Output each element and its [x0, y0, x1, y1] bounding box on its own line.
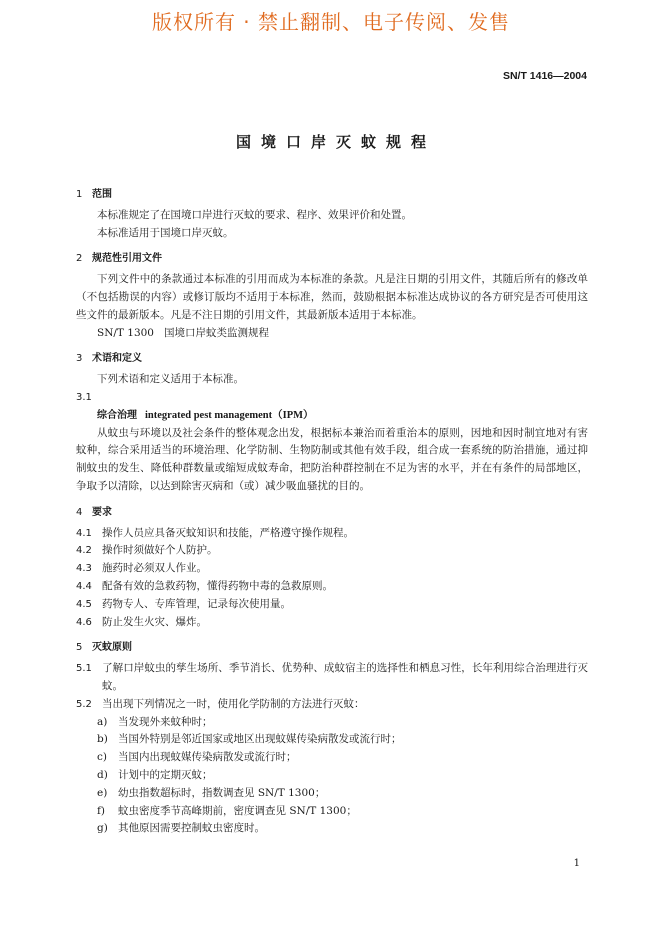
paragraph: 本标准规定了在国境口岸进行灭蚊的要求、程序、效果评价和处置。	[97, 208, 412, 221]
clause-text: 当出现下列情况之一时，使用化学防制的方法进行灭蚊：	[102, 697, 365, 710]
clause-number: 4.2	[76, 545, 92, 557]
clause-item	[76, 542, 588, 560]
clause-text: 施药时必须双人作业。	[102, 562, 207, 575]
section-heading	[76, 186, 588, 204]
paragraph: 下列术语和定义适用于本标准。	[97, 373, 244, 386]
list-label: a)	[97, 715, 108, 728]
clause-item	[76, 596, 588, 614]
section-number: 1	[76, 189, 83, 200]
standard-number: SN/T 1416—2004	[502, 70, 587, 82]
section-title: 灭蚊原则	[92, 642, 132, 654]
subclause-number: 3.1	[76, 391, 92, 403]
list-label: g)	[97, 822, 108, 835]
clause-text: 操作时须做好个人防护。	[102, 544, 218, 557]
reference-title: 国境口岸蚊类监测规程	[163, 326, 269, 339]
list-item	[76, 749, 588, 767]
clause-number: 5.1	[76, 663, 92, 675]
paragraph: 下列文件中的条款通过本标准的引用而成为本标准的条款。凡是注日期的引用文件，其随后所有的修改单（不包括勘误的内容）或修订版均不适用于本标准，然而，鼓励根据本标准达成协议的各方研究是否可使用这些文件的最新版本。凡是不注日期的引用文件，其最新版本适用于本标准。	[76, 273, 588, 321]
term-english: integrated pest management（IPM）	[145, 409, 314, 421]
paragraph: 本标准适用于国境口岸灭蚊。	[97, 226, 234, 239]
clause-number: 5.2	[76, 698, 92, 710]
normative-reference	[76, 325, 588, 343]
list-item	[76, 820, 588, 838]
term-definition: 从蚊虫与环境以及社会条件的整体观念出发，根据标本兼治而着重治本的原则，因地和因时制宜地对有害蚊种，综合采用适当的环境治理、化学防制、生物防制或其他有效手段，组合成一套系统的防治措施，通过抑制蚊虫的发生、降低种群数量或缩短成蚊寿命，把防治种群控制在不足为害的水平，并在有条件的局部地区，争取予以清除，以达到除害灭病和（或）减少吸血骚扰的目的。	[76, 426, 588, 492]
list-text: 当国外特别是邻近国家或地区出现蚊媒传染病散发或流行时；	[118, 733, 402, 746]
copyright-banner: 版权所有 · 禁止翻制、电子传阅、发售	[151, 10, 511, 34]
clause-item	[76, 525, 588, 543]
clause-text: 配备有效的急救药物，懂得药物中毒的急救原则。	[102, 579, 333, 592]
clause-number: 4.6	[76, 616, 92, 628]
clause-text: 操作人员应具备灭蚊知识和技能，严格遵守操作规程。	[102, 526, 354, 539]
document-body	[76, 178, 588, 838]
section-number: 5	[76, 642, 83, 654]
list-text: 其他原因需要控制蚊虫密度时。	[118, 822, 265, 835]
section-title: 范围	[92, 189, 112, 200]
clause-text: 防止发生火灾、爆炸。	[102, 615, 207, 628]
list-item	[76, 714, 588, 732]
section-heading	[76, 504, 588, 522]
list-text: 计划中的定期灭蚊；	[118, 768, 213, 781]
page-number: 1	[573, 858, 580, 869]
list-item	[76, 803, 588, 821]
clause-text: 了解口岸蚊虫的孳生场所、季节消长、优势种、成蚊宿主的选择性和栖息习性，长年利用综合治理进行灭蚊。	[102, 662, 588, 692]
clause-number: 4.3	[76, 563, 92, 575]
clause-item	[76, 614, 588, 632]
list-text: 当发现外来蚊种时；	[118, 715, 213, 728]
section-title: 术语和定义	[92, 353, 142, 365]
term-chinese: 综合治理	[97, 409, 137, 421]
section-heading	[76, 639, 588, 657]
list-text: 幼虫指数超标时，指数调查见 SN/T 1300；	[118, 786, 326, 799]
page-title: 国境口岸灭蚊规程	[235, 133, 436, 151]
list-label: c)	[97, 751, 107, 764]
clause-item	[76, 578, 588, 596]
clause-item	[76, 660, 588, 696]
clause-number: 4.5	[76, 598, 92, 610]
section-heading	[76, 250, 588, 268]
section-number: 3	[76, 353, 83, 365]
list-item	[76, 785, 588, 803]
section-number: 2	[76, 253, 83, 265]
list-text: 蚊虫密度季节高峰期前，密度调查见 SN/T 1300；	[118, 804, 357, 817]
list-item	[76, 731, 588, 749]
term-entry	[76, 407, 588, 425]
section-title: 要求	[92, 506, 112, 518]
clause-text: 药物专人、专库管理，记录每次使用量。	[102, 597, 291, 610]
list-label: e)	[97, 786, 108, 799]
section-title: 规范性引用文件	[92, 253, 162, 265]
section-number: 4	[76, 506, 83, 518]
clause-item	[76, 560, 588, 578]
reference-code: SN/T 1300	[97, 326, 154, 339]
clause-number: 4.4	[76, 580, 92, 592]
list-text: 当国内出现蚊媒传染病散发或流行时；	[118, 751, 297, 764]
list-label: b)	[97, 733, 108, 746]
section-heading	[76, 350, 588, 368]
clause-number: 4.1	[76, 527, 92, 539]
list-label: d)	[97, 768, 108, 781]
clause-item	[76, 696, 588, 714]
list-label: f)	[97, 804, 105, 817]
list-item	[76, 767, 588, 785]
